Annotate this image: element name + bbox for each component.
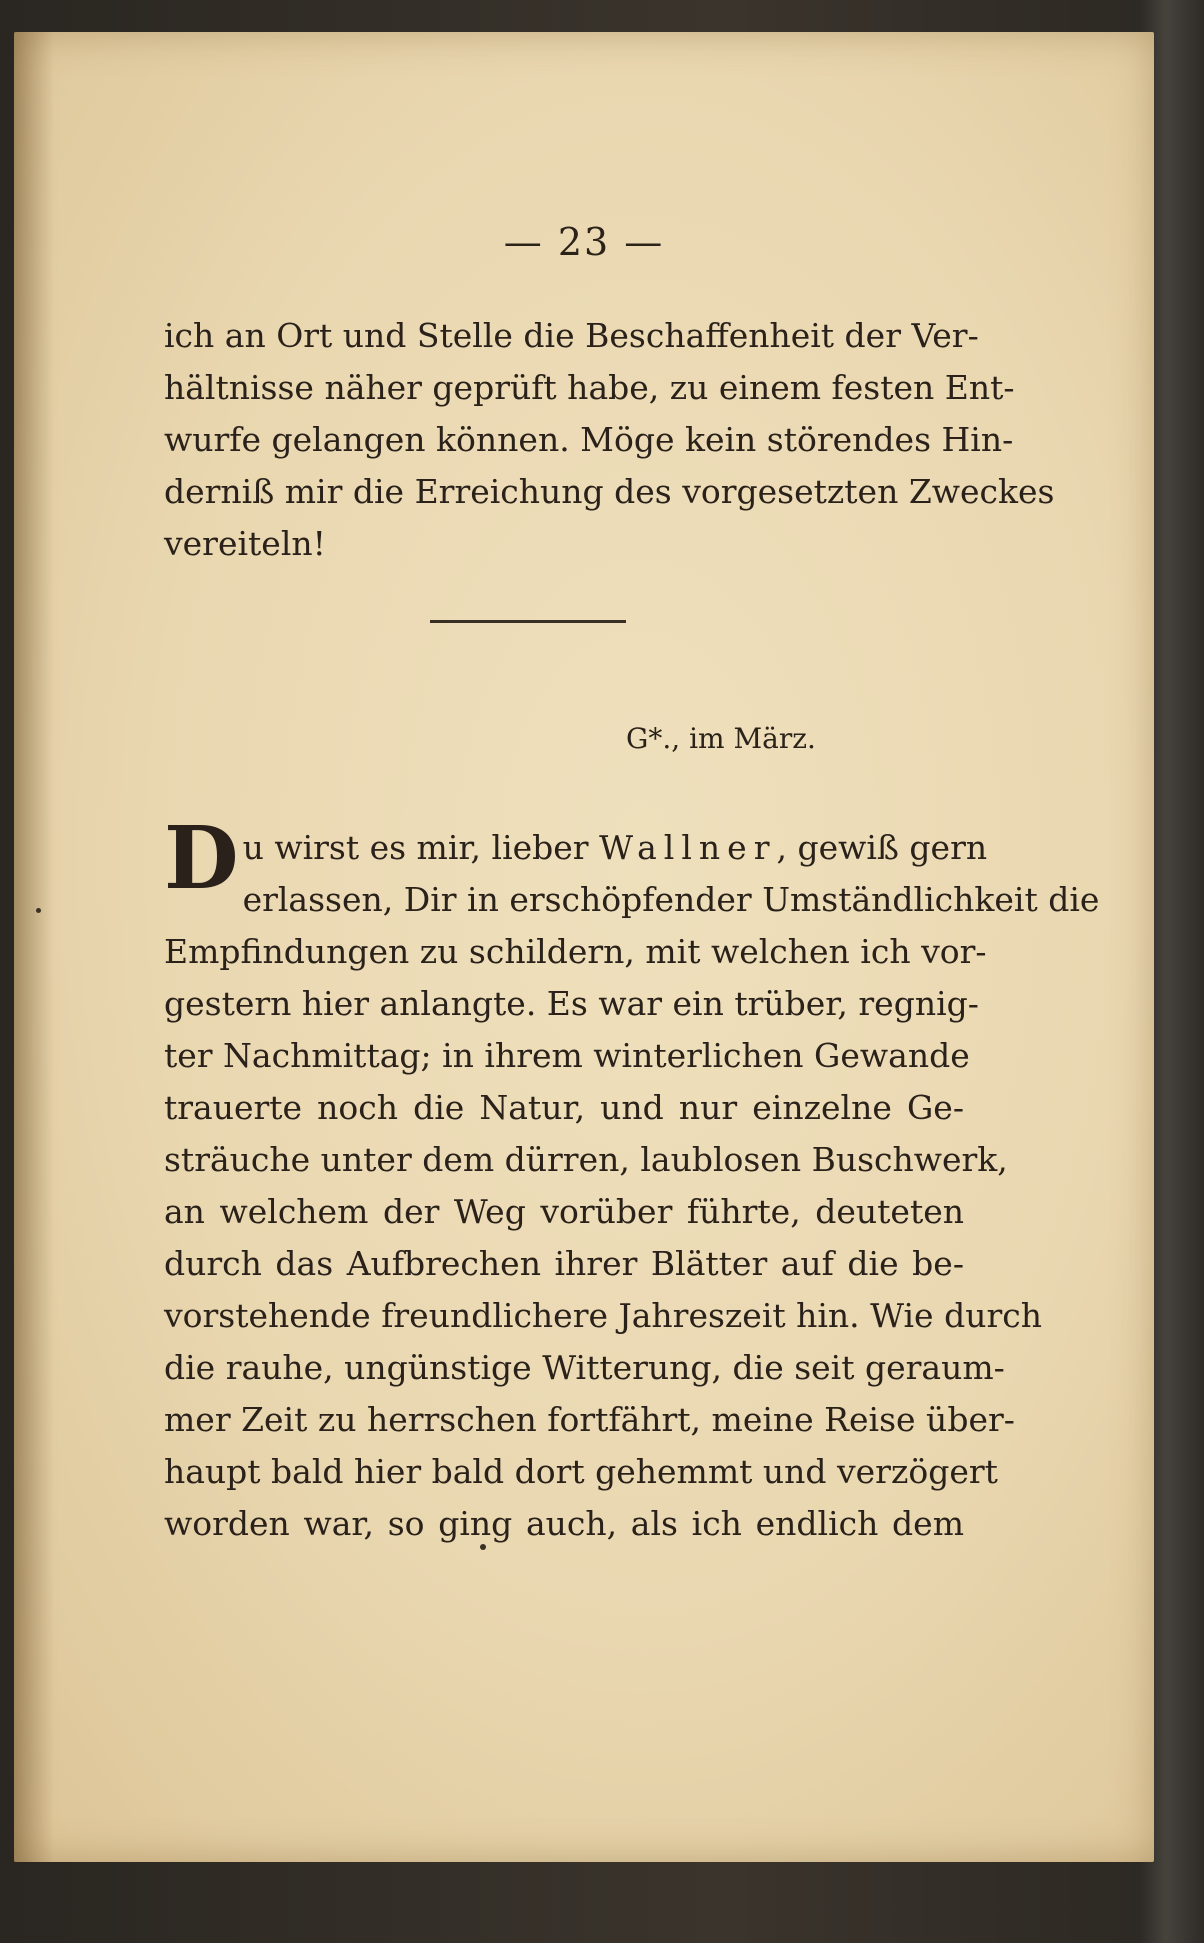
text-line: vereiteln! — [164, 524, 326, 563]
page-gutter-shadow — [14, 32, 54, 1862]
paragraph-continued — [164, 310, 1055, 570]
book-page — [14, 32, 1154, 1862]
section-divider-rule — [430, 620, 626, 623]
ink-speck — [480, 1544, 486, 1550]
text-line: derniß mir die Erreichung des vorgesetzten Zweckes — [164, 472, 1055, 511]
text-fragment: u wirst es mir, lieber — [242, 828, 600, 867]
text-line: Empfindungen zu schildern, mit welchen ich vor- — [164, 932, 987, 971]
text-line: worden war, so ging auch, als ich endlich dem — [164, 1504, 964, 1543]
text-line: hältnisse näher geprüft habe, zu einem festen Ent- — [164, 368, 1015, 407]
text-line: wurfe gelangen können. Möge kein störendes Hin- — [164, 420, 1014, 459]
text-line: ich an Ort und Stelle die Beschaffenheit der Ver- — [164, 316, 979, 355]
text-line: durch das Aufbrechen ihrer Blätter auf die be- — [164, 1244, 964, 1283]
letter-paragraph — [164, 808, 1100, 1550]
text-line: sträuche unter dem dürren, laublosen Buschwerk, — [164, 1140, 1008, 1179]
text-line: vorstehende freundlichere Jahreszeit hin. Wie durch — [164, 1296, 1042, 1335]
letter-dateline: G*., im März. — [626, 722, 816, 755]
text-line: erlassen, Dir in erschöpfender Umständlichkeit die — [242, 880, 1100, 919]
text-line: trauerte noch die Natur, und nur einzelne Ge- — [164, 1088, 964, 1127]
text-line: gestern hier anlangte. Es war ein trüber, regnig- — [164, 984, 979, 1023]
drop-initial: D — [164, 808, 239, 909]
ink-speck — [36, 908, 41, 913]
text-line: haupt bald hier bald dort gehemmt und verzögert — [164, 1452, 998, 1491]
text-line: an welchem der Weg vorüber führte, deuteten — [164, 1192, 964, 1231]
emphasized-name: Wallner — [599, 828, 777, 867]
page-number: — 23 — — [503, 220, 665, 264]
text-line: mer Zeit zu herrschen fortfährt, meine Reise über- — [164, 1400, 1015, 1439]
text-line: die rauhe, ungünstige Witterung, die seit geraum- — [164, 1348, 1005, 1387]
text-line: ter Nachmittag; in ihrem winterlichen Gewande — [164, 1036, 970, 1075]
text-fragment: , gewiß gern — [776, 828, 988, 867]
